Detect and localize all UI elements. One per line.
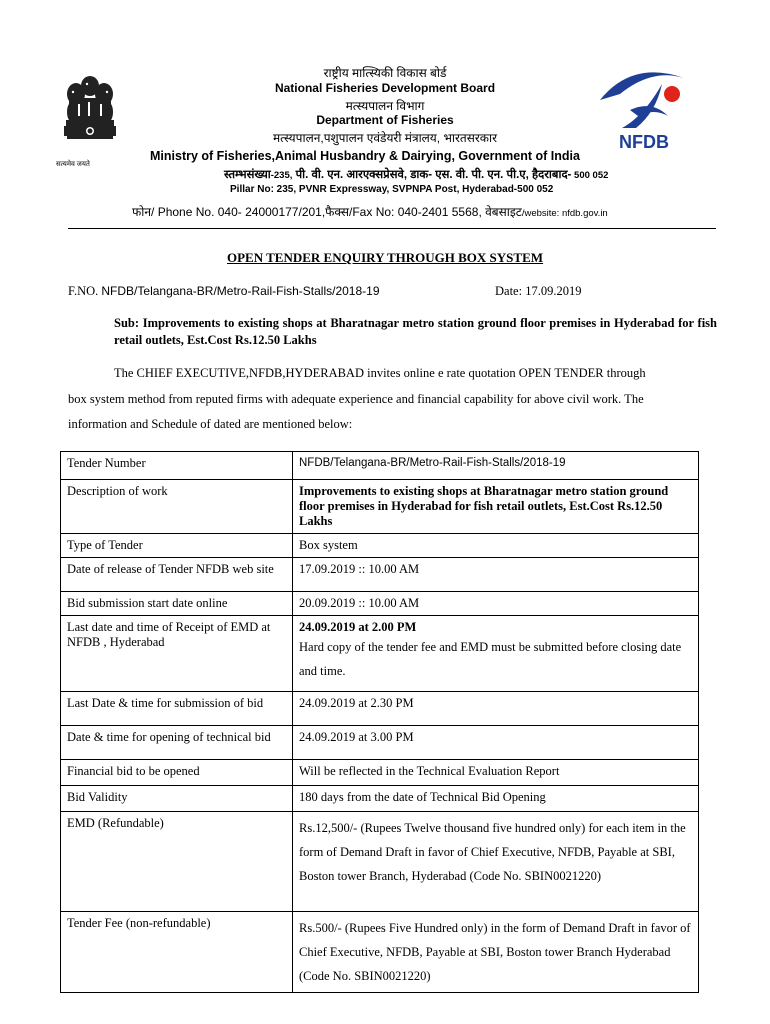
department-english: Department of Fisheries <box>316 113 454 127</box>
file-number: F.NO. NFDB/Telangana-BR/Metro-Rail-Fish-Stalls/2018-19 <box>68 284 380 298</box>
row-label: Last Date & time for submission of bid <box>61 692 293 726</box>
row-label: Date of release of Tender NFDB web site <box>61 558 293 592</box>
emblem-motto: सत्यमेव जयते <box>56 160 90 168</box>
row-value: Rs.12,500/- (Rupees Twelve thousand five hundred only) for each item in the form of Demand Draft in favor of Chief Executive, NFDB, Payable at SBI, Boston tower Branch, Hyderabad (Code No. SBIN0021220) <box>293 812 699 912</box>
subject-line: Sub: Improvements to existing shops at Bharatnagar metro station ground floor premises in Hyderabad for fish retail outlets, Est.Cost Rs.12.50 Lakhs <box>114 316 717 347</box>
table-row <box>61 786 699 812</box>
intro-paragraph-line: box system method from reputed firms with adequate experience and financial capability for above civil work. The <box>68 392 644 406</box>
row-value: 24.09.2019 at 3.00 PM <box>293 726 699 760</box>
row-value: 20.09.2019 :: 10.00 AM <box>293 592 699 616</box>
table-row <box>61 592 699 616</box>
table-row <box>61 726 699 760</box>
row-value: 17.09.2019 :: 10.00 AM <box>293 558 699 592</box>
page-title: OPEN TENDER ENQUIRY THROUGH BOX SYSTEM <box>226 250 544 265</box>
row-label: Type of Tender <box>61 534 293 558</box>
table-row <box>61 692 699 726</box>
row-value: Will be reflected in the Technical Evaluation Report <box>293 760 699 786</box>
row-label: Tender Number <box>61 452 293 480</box>
row-label: Date & time for opening of technical bid <box>61 726 293 760</box>
table-row <box>61 760 699 786</box>
emd-deadline: 24.09.2019 at 2.00 PM <box>299 620 417 634</box>
header-divider <box>68 228 716 229</box>
row-value: Rs.500/- (Rupees Five Hundred only) in the form of Demand Draft in favor of Chief Executive, NFDB, Payable at SBI, Boston tower Branch Hyderabad (Code No. SBIN0021220) <box>293 912 699 993</box>
address-hindi: स्तम्भसंख्या-235, पी. वी. एन. आरएक्सप्रेसवे, डाक- एस. वी. पी. एन. पी.ए, हैदराबाद- 500 052 <box>224 169 609 181</box>
department-hindi: मत्स्यपालन विभाग <box>345 99 425 113</box>
row-value: Box system <box>293 534 699 558</box>
tender-schedule-table <box>60 451 699 993</box>
table-row <box>61 558 699 592</box>
board-name-english: National Fisheries Development Board <box>274 81 496 95</box>
ministry-hindi: मत्स्यपालन,पशुपालन एवंडेयरी मंत्रालय, भारतसरकार <box>273 131 497 145</box>
intro-paragraph-line: The CHIEF EXECUTIVE,NFDB,HYDERABAD invites online e rate quotation OPEN TENDER through <box>114 366 646 380</box>
emd-note: Hard copy of the tender fee and EMD must be submitted before closing date and time. <box>299 640 682 678</box>
nfdb-logo-text: NFDB <box>619 132 669 152</box>
row-label: Bid submission start date online <box>61 592 293 616</box>
row-value: 24.09.2019 at 2.30 PM <box>293 692 699 726</box>
intro-paragraph-line: information and Schedule of dated are mentioned below: <box>68 417 353 431</box>
address-english: Pillar No: 235, PVNR Expressway, SVPNPA Post, Hyderabad-500 052 <box>230 184 554 195</box>
row-value: NFDB/Telangana-BR/Metro-Rail-Fish-Stalls/2018-19 <box>293 452 699 480</box>
table-row <box>61 616 699 692</box>
row-label: Tender Fee (non-refundable) <box>61 912 293 993</box>
row-label: Description of work <box>61 480 293 534</box>
board-name-hindi: राष्ट्रीय मात्स्यिकी विकास बोर्ड <box>323 66 447 80</box>
row-value <box>293 616 699 692</box>
table-row <box>61 912 699 993</box>
row-label: Last date and time of Receipt of EMD at NFDB , Hyderabad <box>61 616 293 692</box>
row-label: Financial bid to be opened <box>61 760 293 786</box>
notice-date: Date: 17.09.2019 <box>495 284 582 298</box>
ministry-english: Ministry of Fisheries,Animal Husbandry & Dairying, Government of India <box>150 149 580 163</box>
row-label: Bid Validity <box>61 786 293 812</box>
table-row <box>61 812 699 912</box>
row-value: 180 days from the date of Technical Bid Opening <box>293 786 699 812</box>
table-row <box>61 480 699 534</box>
table-row <box>61 534 699 558</box>
table-row <box>61 452 699 480</box>
row-label: EMD (Refundable) <box>61 812 293 912</box>
contact-line: फोन/ Phone No. 040- 24000177/201,फैक्स/Fax No: 040-2401 5568, वेबसाइट/website: nfdb.gov.in <box>132 205 608 219</box>
row-value: Improvements to existing shops at Bharatnagar metro station ground floor premises in Hyderabad for fish retail outlets, Est.Cost Rs.12.50 Lakhs <box>293 480 699 534</box>
